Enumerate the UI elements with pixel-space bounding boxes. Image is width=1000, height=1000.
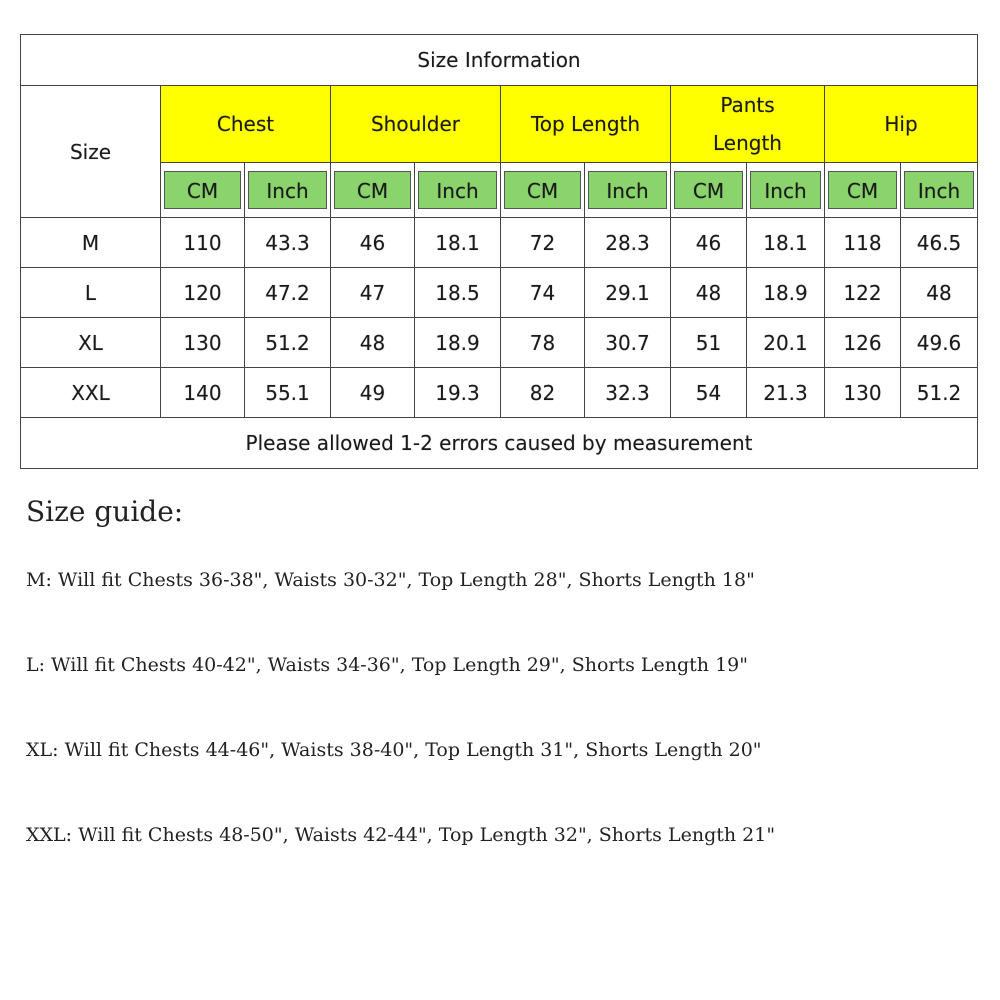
- group-header-label: Shoulder: [370, 112, 461, 136]
- table-title-row: [21, 35, 978, 86]
- table-cell: 20.1: [747, 318, 825, 368]
- unit-cell: [671, 163, 747, 218]
- table-cell: 51: [671, 318, 747, 368]
- table-row: [21, 218, 978, 268]
- unit-label: Inch: [248, 171, 327, 209]
- group-header-pants-length: [671, 86, 825, 163]
- table-cell: 18.1: [415, 218, 501, 268]
- measurement-note: Please allowed 1-2 errors caused by measurement: [21, 418, 978, 469]
- size-information-table: [20, 34, 978, 469]
- unit-cell: [585, 163, 671, 218]
- table-row: [21, 268, 978, 318]
- table-cell: 72: [501, 218, 585, 268]
- unit-label: CM: [504, 171, 581, 209]
- unit-label: CM: [828, 171, 897, 209]
- unit-label: CM: [334, 171, 411, 209]
- table-cell: 120: [161, 268, 245, 318]
- unit-label: Inch: [588, 171, 667, 209]
- unit-label: CM: [674, 171, 743, 209]
- group-header-hip: [825, 86, 978, 163]
- table-cell: 122: [825, 268, 901, 318]
- group-header-label: Chest: [216, 112, 275, 136]
- table-cell: 74: [501, 268, 585, 318]
- unit-cell: [501, 163, 585, 218]
- group-header-label-line-1: Pants: [720, 93, 775, 117]
- size-guide-line-m: M: Will fit Chests 36-38", Waists 30-32", Top Length 28", Shorts Length 18": [26, 569, 755, 591]
- table-cell: 49.6: [901, 318, 978, 368]
- table-cell: 28.3: [585, 218, 671, 268]
- size-column-header: Size: [21, 86, 161, 218]
- table-cell: 18.9: [415, 318, 501, 368]
- group-header-chest: [161, 86, 331, 163]
- group-header-label-line-2: Length: [713, 131, 782, 155]
- group-header-label: Top Length: [530, 112, 641, 136]
- unit-cell: [331, 163, 415, 218]
- unit-cell: [901, 163, 978, 218]
- size-guide-title: Size guide:: [26, 495, 184, 528]
- row-size-label: M: [21, 218, 161, 268]
- group-header-row: [21, 86, 978, 163]
- table-cell: 130: [825, 368, 901, 418]
- unit-cell: [825, 163, 901, 218]
- table-title: Size Information: [21, 35, 978, 86]
- table-cell: 46: [671, 218, 747, 268]
- group-header-label: Hip: [884, 112, 918, 136]
- table-cell: 46: [331, 218, 415, 268]
- unit-cell: [245, 163, 331, 218]
- table-cell: 18.9: [747, 268, 825, 318]
- table-cell: 48: [331, 318, 415, 368]
- size-guide-line-xxl: XXL: Will fit Chests 48-50", Waists 42-44", Top Length 32", Shorts Length 21": [26, 824, 776, 846]
- table-cell: 130: [161, 318, 245, 368]
- unit-cell: [161, 163, 245, 218]
- table-cell: 110: [161, 218, 245, 268]
- table-cell: 30.7: [585, 318, 671, 368]
- table-cell: 32.3: [585, 368, 671, 418]
- unit-label: CM: [164, 171, 241, 209]
- table-cell: 47.2: [245, 268, 331, 318]
- unit-label: Inch: [750, 171, 821, 209]
- table-cell: 51.2: [245, 318, 331, 368]
- row-size-label: L: [21, 268, 161, 318]
- table-row: [21, 318, 978, 368]
- table-row: [21, 368, 978, 418]
- table-cell: 18.5: [415, 268, 501, 318]
- table-cell: 55.1: [245, 368, 331, 418]
- table-cell: 54: [671, 368, 747, 418]
- table-cell: 51.2: [901, 368, 978, 418]
- group-header-top-length: [501, 86, 671, 163]
- table-cell: 49: [331, 368, 415, 418]
- size-guide-line-l: L: Will fit Chests 40-42", Waists 34-36", Top Length 29", Shorts Length 19": [26, 654, 748, 676]
- unit-cell: [415, 163, 501, 218]
- unit-label: Inch: [418, 171, 497, 209]
- table-cell: 126: [825, 318, 901, 368]
- table-cell: 48: [671, 268, 747, 318]
- size-guide: [26, 492, 976, 906]
- row-size-label: XL: [21, 318, 161, 368]
- table-cell: 29.1: [585, 268, 671, 318]
- table-cell: 19.3: [415, 368, 501, 418]
- size-guide-line-xl: XL: Will fit Chests 44-46", Waists 38-40", Top Length 31", Shorts Length 20": [26, 739, 762, 761]
- table-cell: 78: [501, 318, 585, 368]
- table-cell: 21.3: [747, 368, 825, 418]
- table-cell: 82: [501, 368, 585, 418]
- unit-header-row: [21, 163, 978, 218]
- row-size-label: XXL: [21, 368, 161, 418]
- table-cell: 47: [331, 268, 415, 318]
- table-cell: 140: [161, 368, 245, 418]
- table-cell: 18.1: [747, 218, 825, 268]
- unit-label: Inch: [904, 171, 974, 209]
- table-cell: 48: [901, 268, 978, 318]
- table-cell: 43.3: [245, 218, 331, 268]
- unit-cell: [747, 163, 825, 218]
- table-footer-row: [21, 418, 978, 469]
- group-header-shoulder: [331, 86, 501, 163]
- table-cell: 46.5: [901, 218, 978, 268]
- table-cell: 118: [825, 218, 901, 268]
